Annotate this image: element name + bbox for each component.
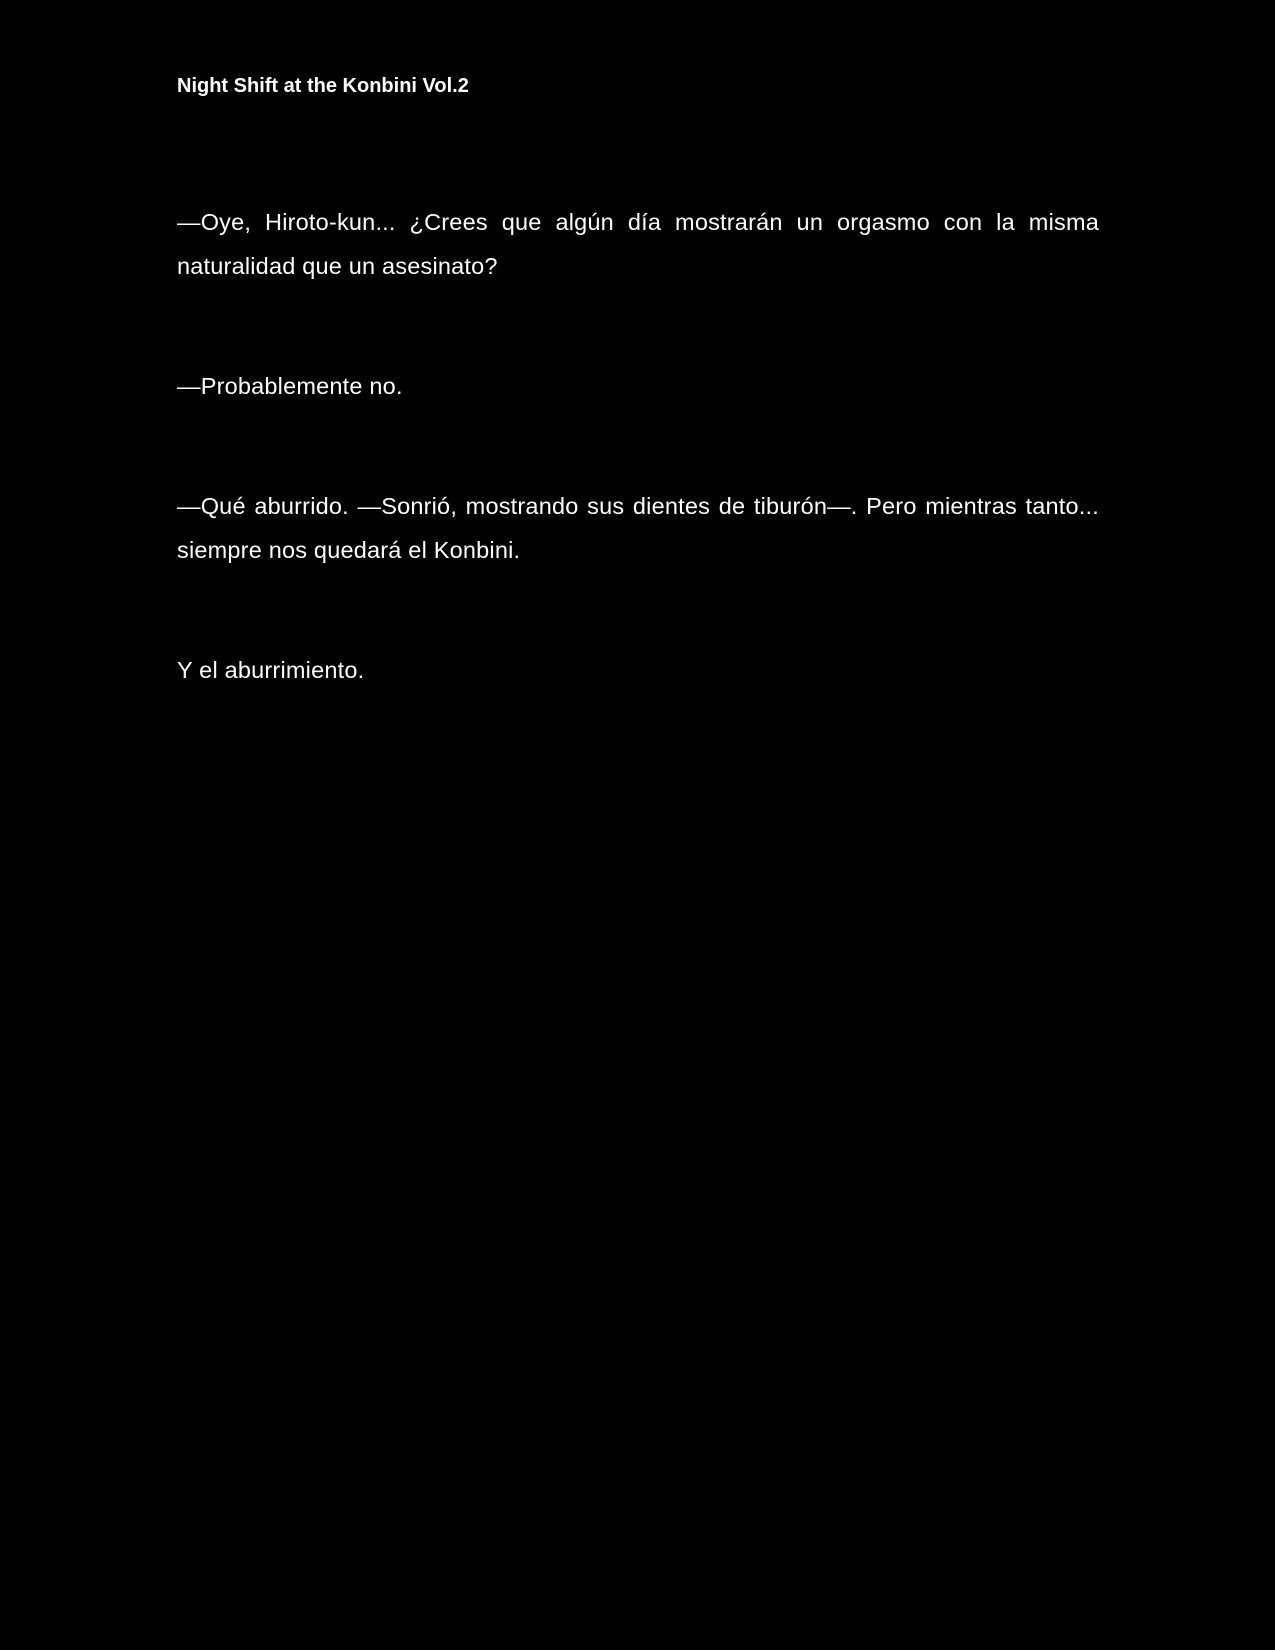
paragraph-1: —Oye, Hiroto-kun... ¿Crees que algún día mostrarán un orgasmo con la misma naturalidad que un asesinato? [177,209,1099,279]
paragraph-4: Y el aburrimiento. [177,657,365,683]
document-page [177,0,1099,1650]
paragraph-2: —Probablemente no. [177,373,403,399]
running-header-title: Night Shift at the Konbini Vol.2 [177,75,469,97]
paragraph-3: —Qué aburrido. —Sonrió, mostrando sus dientes de tiburón—. Pero mientras tanto... siempre nos quedará el Konbini. [177,493,1099,563]
body-text [177,200,1099,768]
